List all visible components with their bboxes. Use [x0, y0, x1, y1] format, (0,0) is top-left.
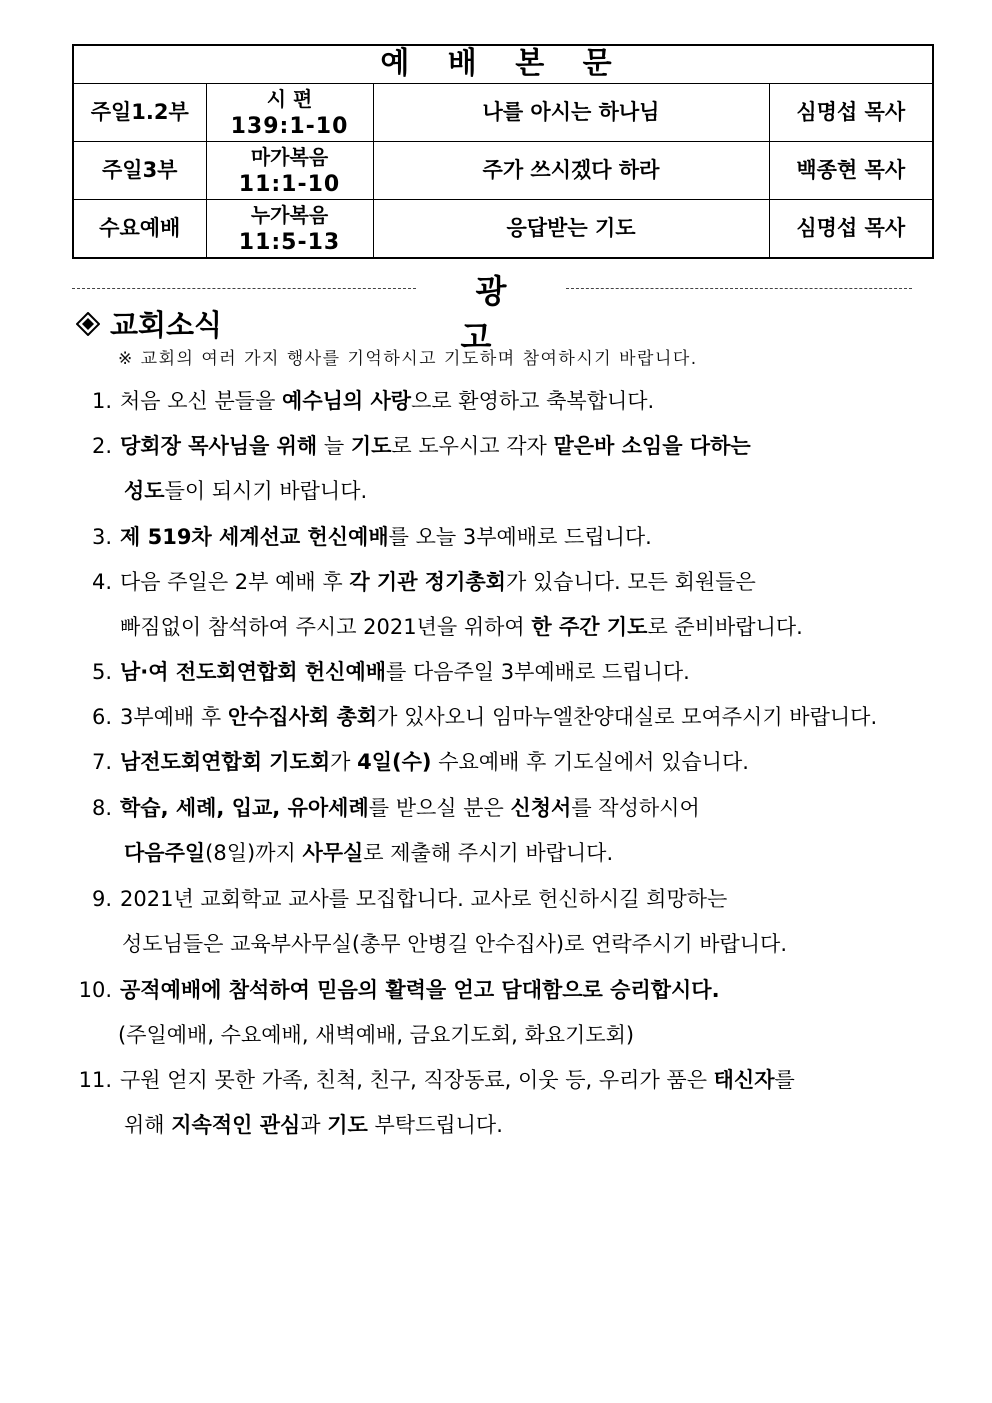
item-text-segment: 사무실	[302, 841, 364, 865]
sermon-title: 응답받는 기도	[373, 200, 769, 259]
item-text-segment: 가	[330, 750, 358, 774]
sermon-table-title: 예 배 본 문	[73, 45, 933, 84]
item-text-segment: 구원 얻지 못한 가족, 친척, 친구, 직장동료, 이웃 등, 우리가 품은	[120, 1068, 714, 1092]
item-text-segment: 남전도회연합회 기도회	[120, 750, 331, 774]
diamond-bullet-icon	[76, 312, 98, 334]
sermon-row	[73, 200, 933, 259]
item-text-segment: 태신자	[713, 1068, 775, 1092]
item-text-segment: 로 도우시고 각자	[391, 434, 554, 458]
announcement-item	[68, 522, 928, 552]
item-text-segment: 3부예배 후	[120, 705, 228, 729]
announcement-item-continuation	[120, 612, 803, 642]
scripture-book: 시 편	[266, 86, 313, 111]
item-text-segment: 를 오늘 3부예배로 드립니다.	[388, 525, 652, 549]
announcement-item-continuation	[122, 929, 787, 959]
announcement-item	[68, 884, 928, 914]
item-text	[120, 702, 877, 732]
announcement-item-continuation	[124, 476, 367, 506]
item-text-segment: 로 준비바랍니다.	[647, 615, 803, 639]
announcement-item	[68, 386, 928, 416]
item-text-segment: 처음 오신 분들을	[120, 389, 283, 413]
item-text-segment: 가 있습니다. 모든 회원들은	[505, 570, 756, 594]
item-text-segment: 남·여 전도회연합회 헌신예배	[120, 660, 387, 684]
announcement-item	[68, 1065, 928, 1095]
item-text-segment: 학습, 세례, 입교, 유아세례	[120, 796, 369, 820]
item-text-segment: 를 다음주일 3부예배로 드립니다.	[386, 660, 690, 684]
preacher: 심명섭 목사	[769, 200, 933, 259]
scripture-ref: 139:1-10	[230, 113, 349, 139]
item-text-segment: 수요예배 후 기도실에서 있습니다.	[431, 750, 749, 774]
service-name: 주일3부	[73, 142, 206, 200]
item-text	[120, 747, 749, 777]
item-text-segment: 기도	[350, 434, 392, 458]
announcement-item	[68, 702, 928, 732]
item-text-segment: 맡은바 소임을 다하는	[553, 434, 751, 458]
item-text-segment: 가 있사오니 임마누엘찬양대실로 모여주시기 바랍니다.	[377, 705, 878, 729]
dashed-rule-right	[566, 288, 912, 289]
dashed-rule-left	[72, 288, 416, 289]
sermon-title: 주가 쓰시겠다 하라	[373, 142, 769, 200]
announcement-item-continuation	[124, 838, 613, 868]
sermon-row	[73, 84, 933, 142]
item-text-segment: 안수집사회 총회	[227, 705, 378, 729]
scripture-book: 누가복음	[250, 202, 329, 227]
item-text-segment: 빠짐없이 참석하여 주시고 2021년을 위하여	[120, 615, 532, 639]
item-text	[120, 793, 700, 823]
item-text-segment: 제 519차 세계선교 헌신예배	[120, 525, 389, 549]
item-text	[120, 522, 652, 552]
item-text	[120, 975, 720, 1005]
item-text-segment: (8일)까지	[205, 841, 303, 865]
item-number: 8.	[91, 796, 112, 820]
scripture-ref: 11:5-13	[238, 229, 341, 255]
item-text-segment: 늘	[317, 434, 351, 458]
scripture-cell	[206, 142, 373, 200]
item-text-segment: 를 받으실 분은	[368, 796, 511, 820]
item-text	[120, 1065, 795, 1095]
item-text-segment: 4일(수)	[357, 750, 432, 774]
announcement-item	[68, 793, 928, 823]
item-text-segment: 당회장 목사님을 위해	[120, 434, 318, 458]
item-number: 1.	[91, 389, 112, 413]
section-heading-text: 교회소식	[110, 307, 223, 342]
sermon-table-title-row	[73, 45, 933, 84]
item-text-segment: 공적예배에 참석하여 믿음의 활력을 얻고 담대함으로 승리합시다.	[120, 978, 720, 1002]
item-number: 6.	[91, 705, 112, 729]
item-number: 3.	[91, 525, 112, 549]
item-number: 10.	[78, 978, 112, 1002]
sermon-table	[72, 44, 934, 259]
item-text	[120, 431, 751, 461]
item-text	[120, 567, 756, 597]
announcement-item-continuation	[118, 1020, 634, 1050]
scripture-cell	[206, 200, 373, 259]
announcement-item	[68, 975, 928, 1005]
item-text-segment: 위해	[124, 1113, 172, 1137]
announcement-item	[68, 747, 928, 777]
item-text-segment: 각 기관 정기총회	[349, 570, 506, 594]
item-text-segment: 를 작성하시어	[571, 796, 700, 820]
item-text-segment: 로 제출해 주시기 바랍니다.	[363, 841, 614, 865]
item-number: 5.	[91, 660, 112, 684]
scripture-ref: 11:1-10	[238, 171, 341, 197]
item-text-segment: 다음 주일은 2부 예배 후	[120, 570, 350, 594]
item-text-segment: 지속적인 관심	[171, 1113, 301, 1137]
item-text	[120, 657, 690, 687]
scripture-cell	[206, 84, 373, 142]
item-text-segment: 과	[300, 1113, 328, 1137]
item-text-segment: 다음주일	[124, 841, 206, 865]
item-text-segment: 기도	[327, 1113, 368, 1137]
preacher: 백종현 목사	[769, 142, 933, 200]
item-number: 4.	[91, 570, 112, 594]
item-text-segment: (주일예배, 수요예배, 새벽예배, 금요기도회, 화요기도회)	[118, 1023, 635, 1047]
item-text-segment: 부탁드립니다.	[367, 1113, 503, 1137]
item-text-segment: 성도	[124, 479, 165, 503]
announcement-title: 광 고	[460, 272, 537, 356]
announcement-item-continuation	[124, 1110, 503, 1140]
item-text-segment: 한 주간 기도	[531, 615, 648, 639]
item-text-segment: 성도님들은 교육부사무실(총무 안병길 안수집사)로 연락주시기 바랍니다.	[122, 932, 788, 956]
service-name: 수요예배	[73, 200, 206, 259]
item-text	[120, 884, 727, 914]
item-number: 11.	[78, 1068, 112, 1092]
announcement-item	[68, 431, 928, 461]
item-text-segment: 으로 환영하고 축복합니다.	[411, 389, 655, 413]
preacher: 심명섭 목사	[769, 84, 933, 142]
announcement-item	[68, 567, 928, 597]
section-note: ※ 교회의 여러 가지 행사를 기억하시고 기도하며 참여하시기 바랍니다.	[118, 349, 698, 369]
announcement-item	[68, 657, 928, 687]
item-text-segment: 들이 되시기 바랍니다.	[164, 479, 368, 503]
item-text-segment: 2021년 교회학교 교사를 모집합니다. 교사로 헌신하시길 희망하는	[120, 887, 728, 911]
scripture-book: 마가복음	[250, 144, 329, 169]
item-text-segment: 신청서	[510, 796, 572, 820]
item-number: 2.	[91, 434, 112, 458]
sermon-title: 나를 아시는 하나님	[373, 84, 769, 142]
item-text	[120, 386, 654, 416]
section-heading	[76, 303, 222, 343]
item-text-segment: 예수님의 사랑	[282, 389, 412, 413]
item-number: 7.	[91, 750, 112, 774]
service-name: 주일1.2부	[73, 84, 206, 142]
sermon-row	[73, 142, 933, 200]
item-number: 9.	[91, 887, 112, 911]
item-text-segment: 를	[774, 1068, 795, 1092]
